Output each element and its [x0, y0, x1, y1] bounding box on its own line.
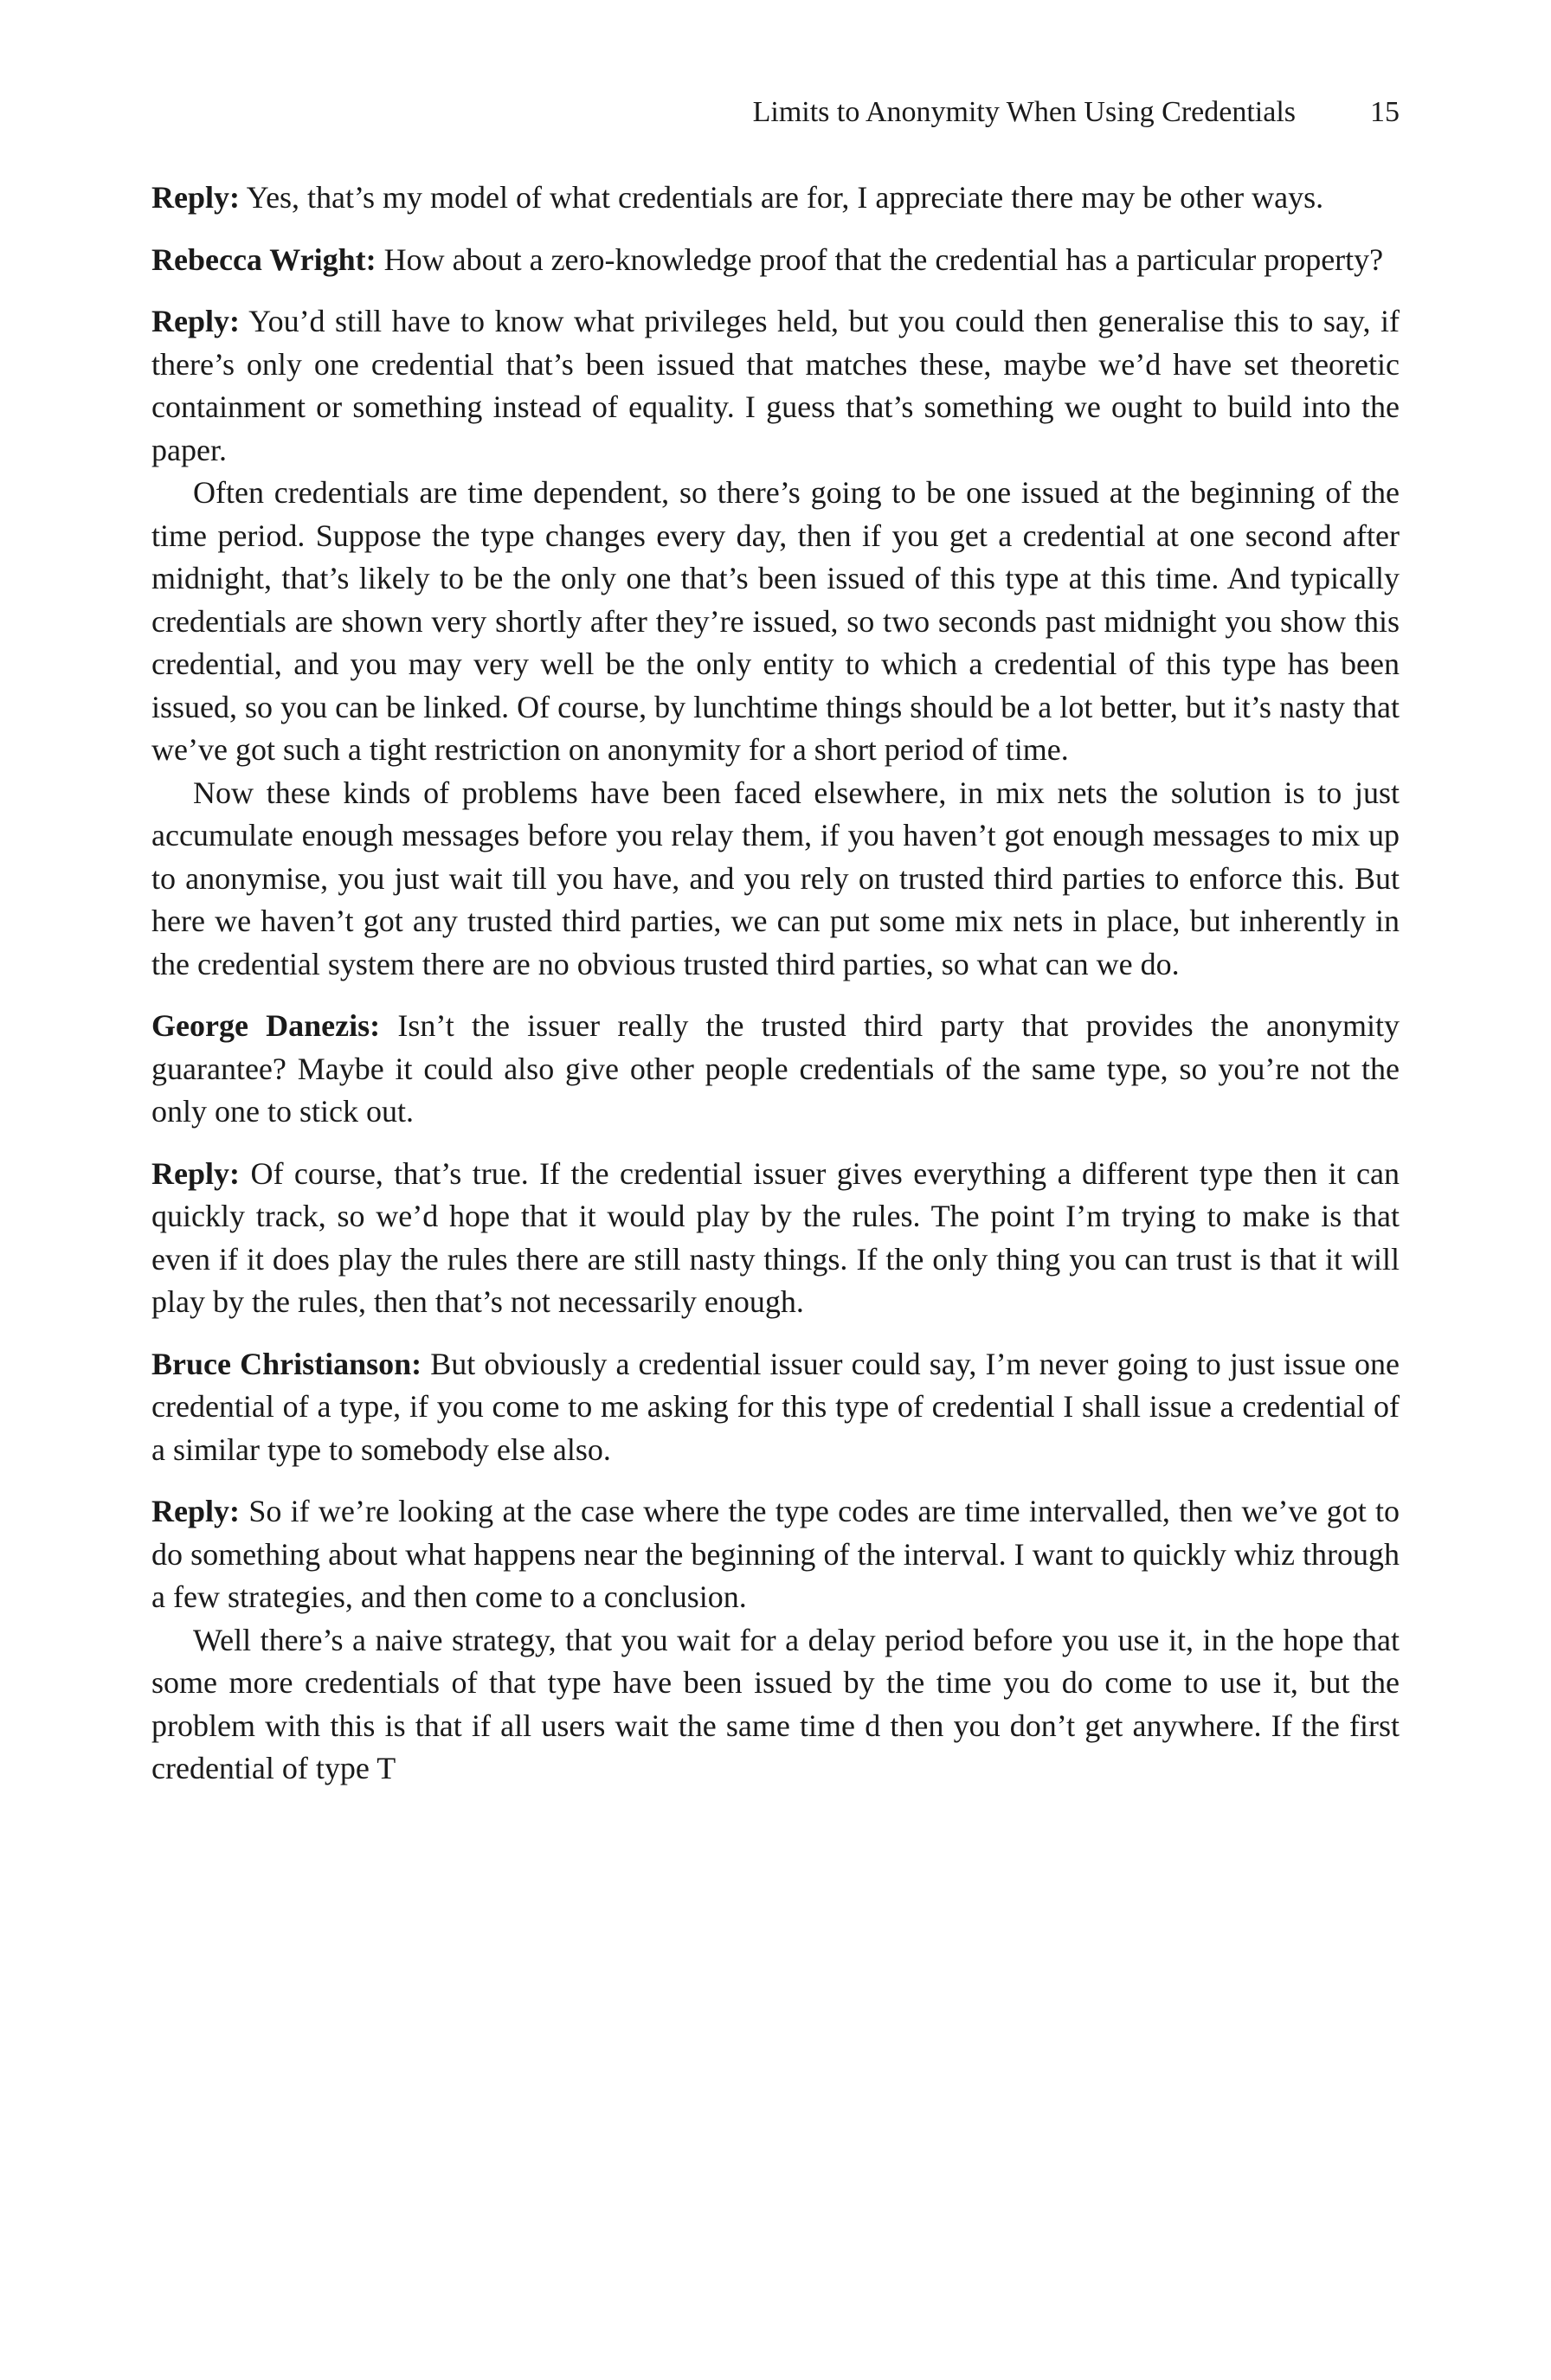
speaker-name: Reply: — [151, 1494, 240, 1528]
speaker-name: Reply: — [151, 180, 240, 215]
speaker-name: George Danezis: — [151, 1008, 381, 1043]
paragraph — [151, 1490, 1400, 1619]
paragraph-text: You’d still have to know what privileges held, but you could then generalise this to say, if there’s only one credential that’s been issued that matches these, maybe we’d have set theoretic containment or something instead of equality. I guess that’s something we ought to build into the paper. — [151, 304, 1400, 467]
paragraph — [151, 472, 1400, 772]
paragraph — [151, 1153, 1400, 1324]
paragraph — [151, 1619, 1400, 1791]
paragraph-text: But obviously a credential issuer could say, I’m never going to just issue one credential of a type, if you come to me asking for this type of credential I shall issue a credential of a similar type to somebody else also. — [151, 1346, 1400, 1467]
speaker-name: Reply: — [151, 304, 240, 338]
paragraph-text: Well there’s a naive strategy, that you wait for a delay period before you use it, in the hope that some more credentials of that type have been issued by the time you do come to use it, but the problem with this is that if all users wait the same time d then you don’t get anywhere. If the first credential of type T — [151, 1622, 1400, 1785]
body-text — [151, 177, 1400, 1791]
speaker-name: Bruce Christianson: — [151, 1346, 422, 1381]
page — [151, 93, 1400, 1791]
paragraph-text: Of course, that’s true. If the credential issuer gives everything a different type then it can quickly track, so we’d hope that it would play by the rules. The point I’m trying to make is that even if it does play the rules there are still nasty things. If the only thing you can trust is that it will play by the rules, then that’s not necessarily enough. — [151, 1155, 1400, 1319]
paragraph — [151, 772, 1400, 987]
paragraph-text: So if we’re looking at the case where the type codes are time intervalled, then we’ve got to do something about what happens near the beginning of the interval. I want to quickly whiz through a few strategies, and then come to a conclusion. — [151, 1494, 1400, 1614]
running-title: Limits to Anonymity When Using Credentials — [752, 96, 1296, 128]
speaker-name: Rebecca Wright: — [151, 241, 376, 277]
paragraph — [151, 300, 1400, 472]
page-number: 15 — [1370, 96, 1400, 128]
paragraph — [151, 177, 1400, 220]
speaker-name: Reply: — [151, 1155, 240, 1191]
paragraph-text: How about a zero-knowledge proof that the credential has a particular property? — [383, 241, 1384, 277]
running-header — [151, 93, 1400, 132]
paragraph — [151, 1005, 1400, 1134]
paragraph — [151, 239, 1400, 282]
paragraph-text: Isn’t the issuer really the trusted third party that provides the anonymity guarantee? Maybe it could also give other people credentials of the same type, so you’re not the only one to stick out. — [151, 1008, 1400, 1129]
paragraph-text: Now these kinds of problems have been faced elsewhere, in mix nets the solution is to just accumulate enough messages before you relay them, if you haven’t got enough messages to mix up to anonymise, you just wait till you have, and you rely on trusted third parties to enforce this. But here we haven’t got any trusted third parties, we can put some mix nets in place, but inherently in the credential system there are no obvious trusted third parties, so what can we do. — [151, 775, 1400, 981]
paragraph-text: Yes, that’s my model of what credentials are for, I appreciate there may be other ways. — [246, 180, 1324, 215]
paragraph — [151, 1343, 1400, 1472]
paragraph-text: Often credentials are time dependent, so there’s going to be one issued at the beginning of the time period. Suppose the type changes every day, then if you get a credential at one second after midnight, that’s likely to be the only one that’s been issued of this type at this time. And typically credentials are shown very shortly after they’re issued, so two seconds past midnight you show this credential, and you may very well be the only entity to which a credential of this type has been issued, so you can be linked. Of course, by lunchtime things should be a lot better, but it’s nasty that we’ve got such a tight restriction on anonymity for a short period of time. — [151, 475, 1400, 767]
